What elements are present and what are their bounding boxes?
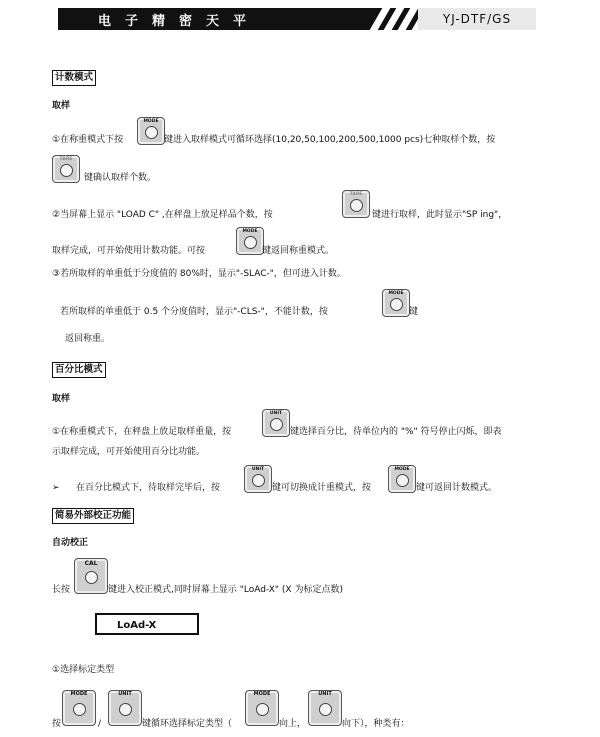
- unit-key-icon: [308, 690, 342, 726]
- text: 取样完成，可开始使用计数功能。可按: [52, 246, 206, 256]
- mode-key-icon: [236, 227, 264, 255]
- key-label: TARE: [349, 192, 363, 197]
- text: 示取样完成，可开始使用百分比功能。: [52, 447, 206, 457]
- tare-key-icon: [342, 190, 370, 218]
- section-heading-counting: 计数模式: [52, 70, 96, 86]
- text: 键选择百分比，待单位内的 "%" 符号停止闪烁，即表: [290, 427, 502, 437]
- key-label: UNIT: [251, 467, 265, 472]
- key-label: MODE: [253, 691, 271, 697]
- key-label: UNIT: [118, 691, 132, 697]
- subheading-sampling: 取样: [52, 394, 71, 404]
- key-label: MODE: [143, 119, 159, 124]
- text: ①在称重模式下按: [52, 135, 124, 145]
- cal-key-icon: [74, 558, 108, 594]
- text: 向下），种类有：: [342, 719, 410, 729]
- text: 若所取样的单重低于 0.5 个分度值时，显示"-CLS-"，不能计数，按: [60, 307, 328, 317]
- key-label: UNIT: [269, 411, 283, 416]
- text: /: [98, 719, 102, 729]
- text: 键: [409, 307, 419, 317]
- text: 键进行取样，此时显示"SP ing"，: [372, 210, 508, 220]
- header-bar: [58, 8, 536, 30]
- section-heading-percent: 百分比模式: [52, 362, 106, 378]
- subheading-auto-cal: 自动校正: [52, 538, 89, 548]
- key-label: MODE: [388, 291, 404, 296]
- text: 键可返回计数模式。: [416, 483, 498, 493]
- text: ②当屏幕上显示 "LOAD C" ,在秤盘上放足样品个数，按: [52, 210, 273, 220]
- mode-key-icon: [382, 289, 410, 317]
- mode-key-icon: [388, 465, 416, 493]
- tare-key-icon: [52, 155, 80, 183]
- key-label: CAL: [84, 560, 98, 567]
- bullet: ➢: [52, 483, 60, 493]
- text: 返回称重。: [65, 334, 111, 344]
- text: 向上，: [279, 719, 307, 729]
- text: 长按: [52, 585, 71, 595]
- key-label: MODE: [394, 467, 410, 472]
- text: ①选择标定类型: [52, 665, 115, 675]
- text: 键可切换成计重模式，按: [272, 483, 372, 493]
- unit-key-icon: [262, 409, 290, 437]
- mode-key-icon: [137, 117, 165, 145]
- section-heading-calibration: 简易外部校正功能: [52, 508, 134, 524]
- text: 键进入校正模式,同时屏幕上显示 "LoAd-X" (X 为标定点数): [108, 585, 343, 595]
- subheading-sampling: 取样: [52, 101, 71, 111]
- key-label: MODE: [70, 691, 88, 697]
- unit-key-icon: [108, 690, 142, 726]
- unit-key-icon: [244, 465, 272, 493]
- mode-key-icon: [62, 690, 96, 726]
- text: 键循环选择标定类型（: [142, 719, 233, 729]
- header-model: YJ-DTF/GS: [418, 8, 536, 30]
- text: 按: [52, 719, 62, 729]
- text: 在百分比模式下，待取样完毕后，按: [76, 483, 221, 493]
- key-label: MODE: [242, 229, 258, 234]
- lcd-display: LoAd-X: [95, 613, 199, 635]
- text: 键确认取样个数。: [84, 173, 157, 183]
- text: 键进入取样模式可循环选择(10,20,50,100,200,500,1000 pcs)七种取样个数，按: [164, 135, 496, 145]
- text: ①在称重模式下，在秤盘上放足取样重量，按: [52, 427, 232, 437]
- mode-key-icon: [245, 690, 279, 726]
- key-label: UNIT: [318, 691, 332, 697]
- key-label: TARE: [59, 157, 73, 162]
- text: 键返回称重模式。: [262, 246, 335, 256]
- header-title: 电子精密天平: [98, 14, 261, 29]
- text: ③若所取样的单重低于分度值的 80%时，显示"-SLAC-"，但可进入计数。: [52, 269, 346, 279]
